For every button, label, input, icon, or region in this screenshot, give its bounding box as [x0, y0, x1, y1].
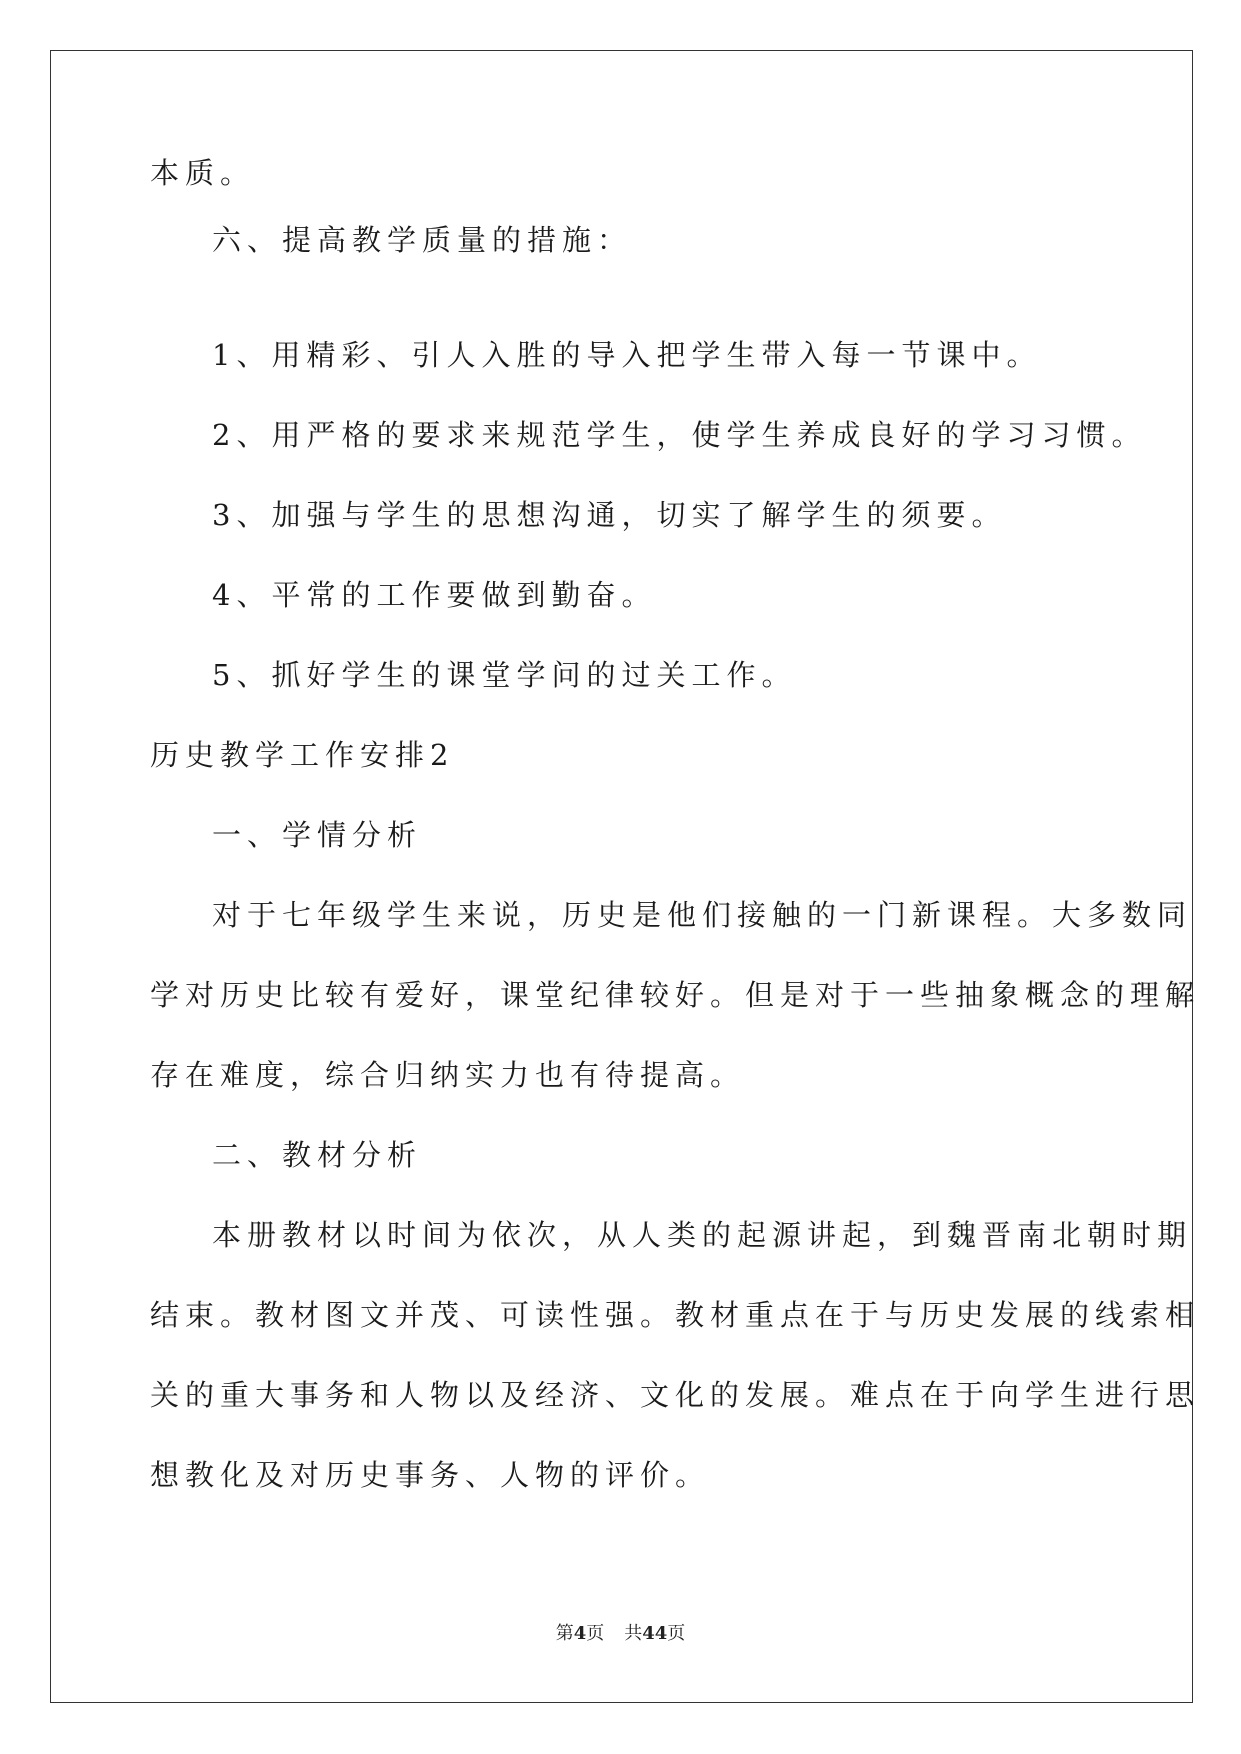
paragraph-line: 存在难度，综合归纳实力也有待提高。 [150, 1058, 746, 1092]
paragraph-line: 想教化及对历史事务、人物的评价。 [150, 1458, 711, 1492]
list-item: 2、用严格的要求来规范学生，使学生养成良好的学习习惯。 [212, 418, 1147, 452]
section-heading-textbook-analysis: 二、教材分析 [212, 1138, 423, 1172]
list-item: 3、加强与学生的思想沟通，切实了解学生的须要。 [212, 498, 1007, 532]
page-number: 4 [573, 1623, 587, 1644]
section-heading-measures: 六、提高教学质量的措施： [212, 223, 633, 257]
page-prefix: 第 [555, 1623, 574, 1644]
list-item: 1、用精彩、引人入胜的导入把学生带入每一节课中。 [212, 338, 1042, 372]
total-suffix: 页 [667, 1623, 686, 1644]
paragraph-line: 本质。 [150, 156, 256, 190]
paragraph-line: 关的重大事务和人物以及经济、文化的发展。难点在于向学生进行思 [150, 1378, 1201, 1412]
list-item: 5、抓好学生的课堂学问的过关工作。 [212, 658, 797, 692]
page-suffix: 页 [586, 1623, 605, 1644]
paragraph-line: 学对历史比较有爱好，课堂纪律较好。但是对于一些抽象概念的理解 [150, 978, 1201, 1012]
paragraph-line: 本册教材以时间为依次，从人类的起源讲起，到魏晋南北朝时期 [212, 1218, 1193, 1252]
list-item: 4、平常的工作要做到勤奋。 [212, 578, 657, 612]
paragraph-line: 结束。教材图文并茂、可读性强。教材重点在于与历史发展的线索相 [150, 1298, 1201, 1332]
total-pages: 44 [642, 1623, 668, 1644]
paragraph-line: 对于七年级学生来说，历史是他们接触的一门新课程。大多数同 [212, 898, 1193, 932]
page-footer [0, 1622, 1241, 1646]
section-heading-student-analysis: 一、学情分析 [212, 818, 423, 852]
document-title: 历史教学工作安排2 [150, 738, 455, 772]
total-prefix: 共 [624, 1623, 643, 1644]
